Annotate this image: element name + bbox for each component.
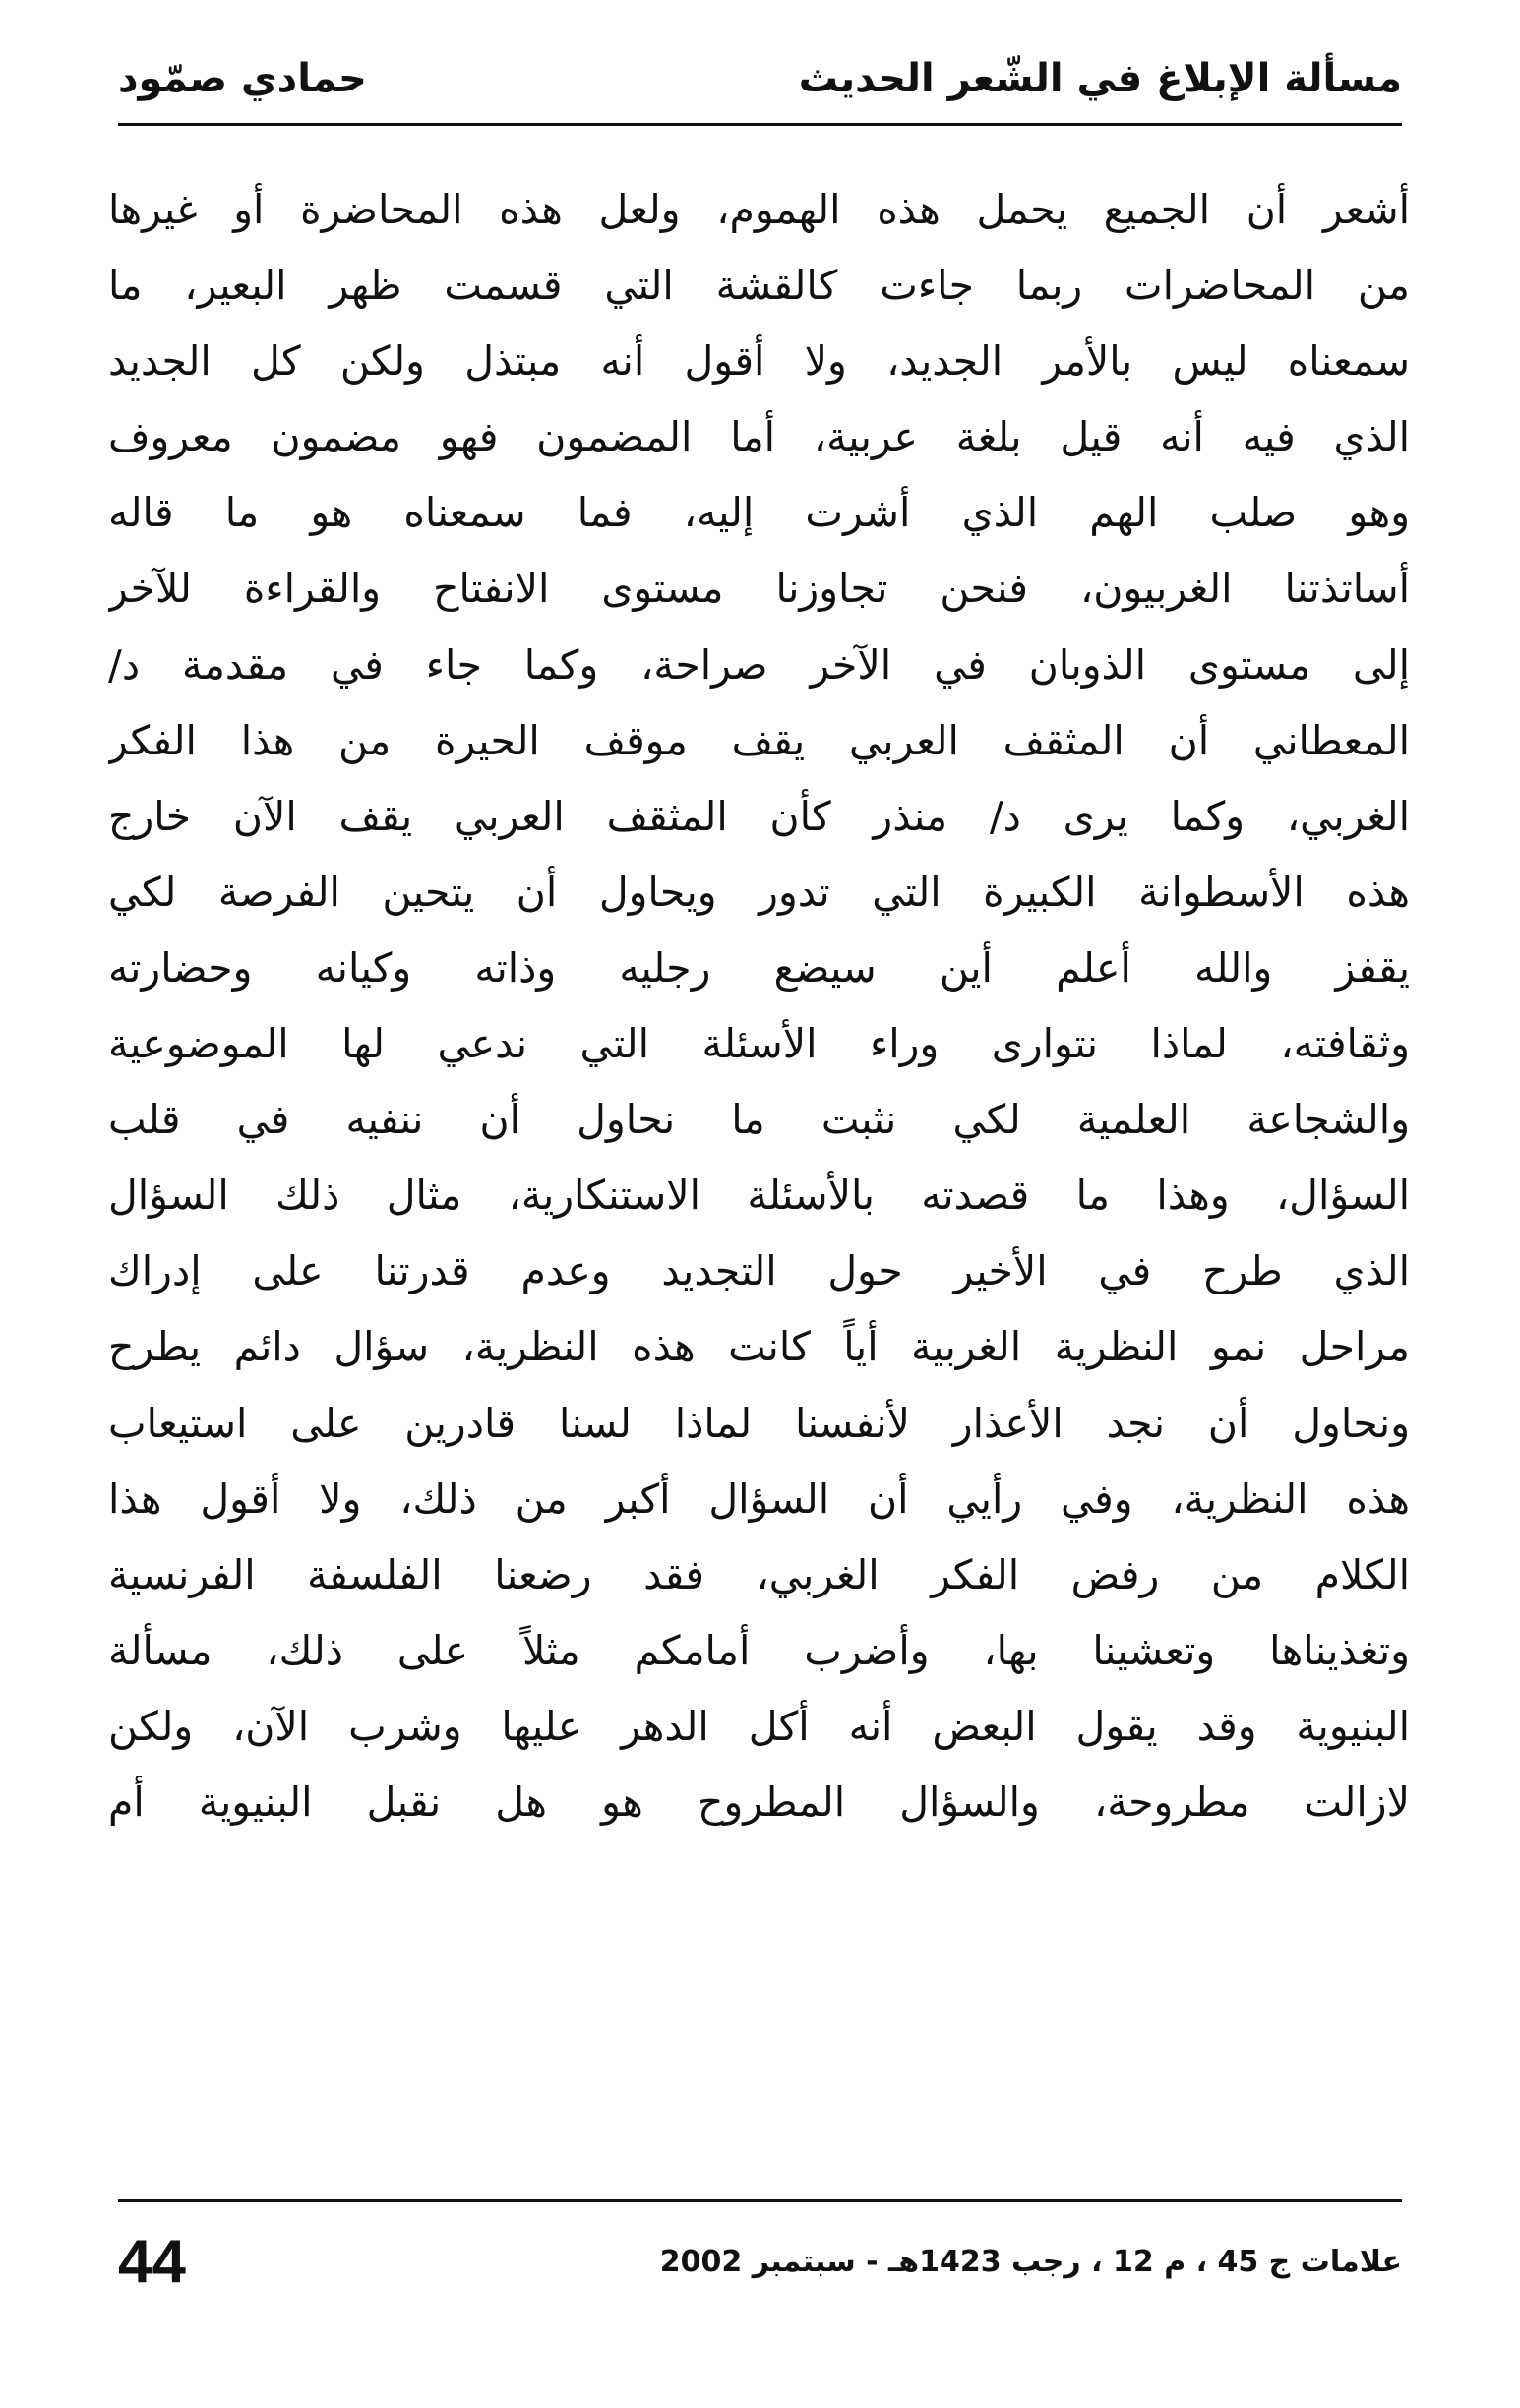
- text-line: السؤال، وهذا ما قصدته بالأسئلة الاستنكارية، مثال ذلك السؤال: [108, 1172, 1410, 1220]
- running-header-author: حمادي صمّود: [118, 56, 367, 101]
- text-line: لازالت مطروحة، والسؤال المطروح هو هل نقبل البنيوية أم: [108, 1777, 1410, 1826]
- text-line: أساتذتنا الغربيون، فنحن تجاوزنا مستوى الانفتاح والقراءة للآخر: [108, 565, 1410, 613]
- page-number: 44: [118, 2228, 186, 2296]
- text-line: هذه الأسطوانة الكبيرة التي تدور ويحاول أن يتحين الفرصة لكي: [108, 868, 1410, 916]
- text-line: مراحل نمو النظرية الغربية أياً كانت هذه النظرية، سؤال دائم يطرح: [108, 1323, 1410, 1371]
- page-body-text: [108, 172, 1410, 1840]
- text-line: ونحاول أن نجد الأعذار لأنفسنا لماذا لسنا قادرين على استيعاب: [108, 1399, 1410, 1447]
- page-footer: [118, 2218, 1402, 2307]
- text-line: أشعر أن الجميع يحمل هذه الهموم، ولعل هذه المحاضرة أو غيرها: [108, 186, 1410, 233]
- footer-rule: [118, 2199, 1402, 2202]
- text-line: الغربي، وكما يرى د/ منذر كأن المثقف العربي يقف الآن خارج: [108, 792, 1410, 840]
- journal-issue-info: علامات ج 45 ، م 12 ، رجب 1423هـ - سبتمبر 2002: [659, 2245, 1402, 2279]
- running-header: [118, 39, 1402, 108]
- text-line: وتغذيناها وتعشينا بها، وأضرب أمامكم مثلاً على ذلك، مسألة: [108, 1626, 1410, 1674]
- text-line: يقفز والله أعلم أين سيضع رجليه وذاته وكيانه وحضارته: [108, 943, 1410, 992]
- text-line: البنيوية وقد يقول البعض أنه أكل الدهر عليها وشرب الآن، ولكن: [108, 1702, 1410, 1750]
- header-rule: [118, 123, 1402, 126]
- text-line: الكلام من رفض الفكر الغربي، فقد رضعنا الفلسفة الفرنسية: [108, 1550, 1410, 1598]
- text-line: المعطاني أن المثقف العربي يقف موقف الحيرة من هذا الفكر: [108, 716, 1410, 764]
- text-line: والشجاعة العلمية لكي نثبت ما نحاول أن ننفيه في قلب: [108, 1096, 1410, 1144]
- text-line: الذي طرح في الأخير حول التجديد وعدم قدرتنا على إدراك: [108, 1247, 1410, 1295]
- text-line: وهو صلب الهم الذي أشرت إليه، فما سمعناه هو ما قاله: [108, 489, 1410, 537]
- text-line: من المحاضرات ربما جاءت كالقشة التي قسمت ظهر البعير، ما: [108, 262, 1410, 310]
- text-line: وثقافته، لماذا نتوارى وراء الأسئلة التي ندعي لها الموضوعية: [108, 1020, 1410, 1068]
- text-line: الذي فيه أنه قيل بلغة عربية، أما المضمون فهو مضمون معروف: [108, 413, 1410, 461]
- text-line: سمعناه ليس بالأمر الجديد، ولا أقول أنه مبتذل ولكن كل الجديد: [108, 337, 1410, 386]
- text-line: هذه النظرية، وفي رأيي أن السؤال أكبر من ذلك، ولا أقول هذا: [108, 1475, 1410, 1523]
- text-line: إلى مستوى الذوبان في الآخر صراحة، وكما جاء في مقدمة د/: [108, 640, 1410, 689]
- running-header-title: مسألة الإبلاغ في الشّعر الحديث: [798, 56, 1402, 101]
